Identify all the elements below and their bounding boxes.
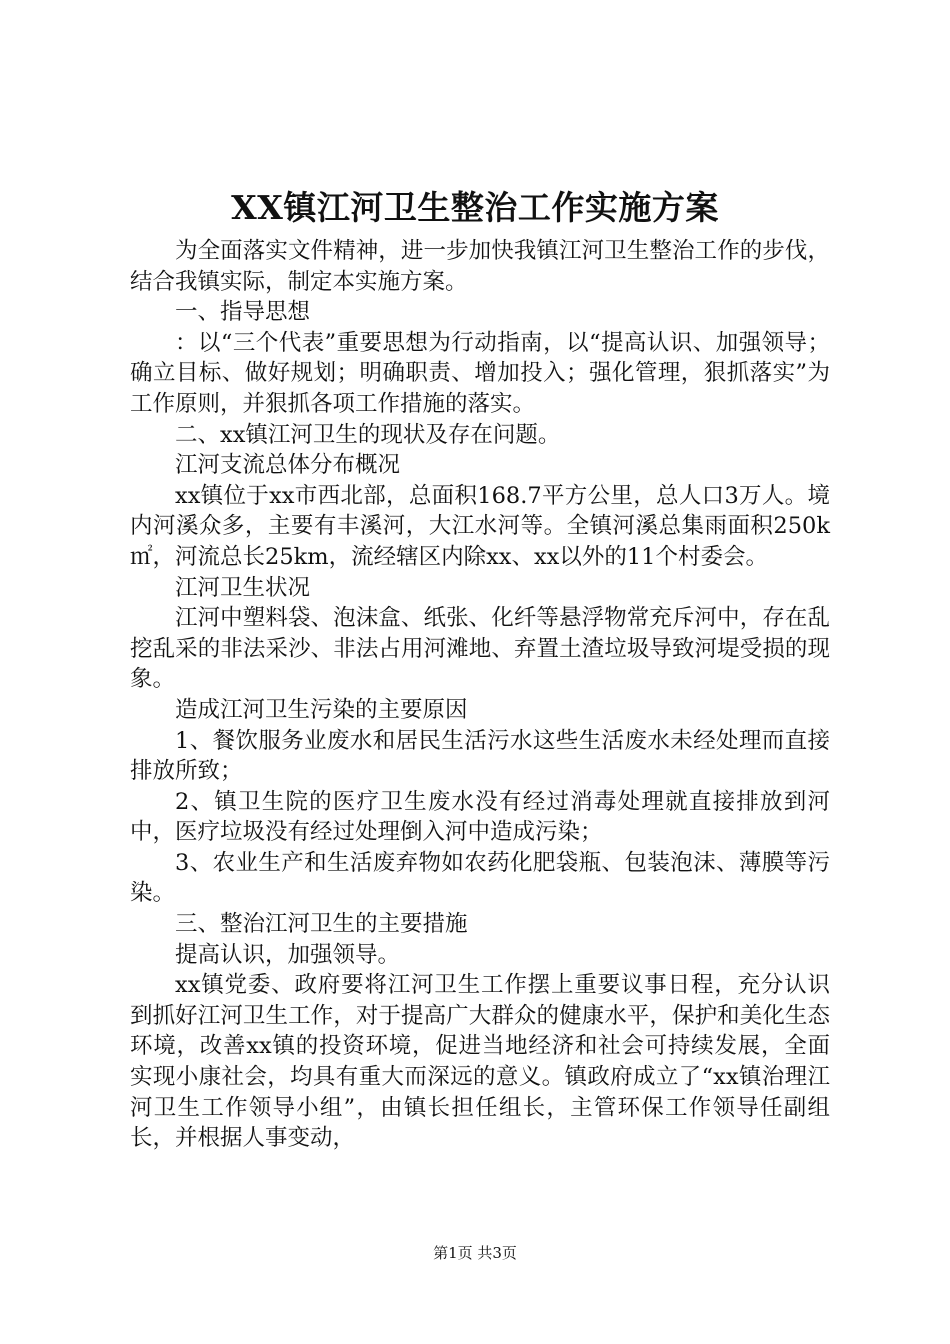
- subheading-distribution: 江河支流总体分布概况: [175, 452, 401, 479]
- document-body: [130, 236, 830, 1154]
- subheading-sanitation-status: 江河卫生状况: [175, 574, 311, 601]
- paragraph-distribution: xx镇位于xx市西北部，总面积168.7平方公里，总人口3万人。境内河溪众多，主要有丰溪河，大江水河等。全镇河溪总集雨面积250k㎡，河流总长25km，流经辖区内除xx、xx以外的11个村委会。: [130, 482, 830, 570]
- paragraph-awareness: xx镇党委、政府要将江河卫生工作摆上重要议事日程，充分认识到抓好江河卫生工作，对于提高广大群众的健康水平，保护和美化生态环境，改善xx镇的投资环境，促进当地经济和社会可持续发展，全面实现小康社会，均具有重大而深远的意义。镇政府成立了“xx镇治理江河卫生工作领导小组”，由镇长担任组长，主管环保工作领导任副组长，并根据人事变动，: [130, 972, 830, 1152]
- paragraph-intro: 为全面落实文件精神，进一步加快我镇江河卫生整治工作的步伐，结合我镇实际，制定本实施方案。: [130, 238, 830, 295]
- subheading-awareness: 提高认识，加强领导。: [175, 941, 401, 968]
- page-number-footer: 第1页 共3页: [433, 1244, 517, 1262]
- list-item-cause-1: 1、餐饮服务业废水和居民生活污水这些生活废水未经处理而直接排放所致；: [130, 727, 830, 785]
- heading-main-measures: 三、整治江河卫生的主要措施: [175, 911, 468, 938]
- list-item-cause-3: 3、农业生产和生活废弃物如农药化肥袋瓶、包装泡沫、薄膜等污染。: [130, 849, 830, 907]
- heading-guiding-ideology: 一、指导思想: [175, 299, 311, 326]
- paragraph-sanitation-status: 江河中塑料袋、泡沫盒、纸张、化纤等悬浮物常充斥河中，存在乱挖乱采的非法采沙、非法占用河滩地、弃置土渣垃圾导致河堤受损的现象。: [130, 605, 830, 693]
- subheading-pollution-causes: 造成江河卫生污染的主要原因: [175, 696, 468, 723]
- list-item-cause-2: 2、镇卫生院的医疗卫生废水没有经过消毒处理就直接排放到河中，医疗垃圾没有经过处理倒入河中造成污染；: [130, 788, 830, 846]
- paragraph-guiding-ideology: ：以“三个代表”重要思想为行动指南，以“提高认识、加强领导；确立目标、做好规划；明确职责、增加投入；强化管理，狠抓落实”为工作原则，并狠抓各项工作措施的落实。: [130, 329, 830, 417]
- heading-current-status: 二、xx镇江河卫生的现状及存在问题。: [175, 421, 561, 448]
- document-title: XX镇江河卫生整治工作实施方案: [231, 188, 719, 227]
